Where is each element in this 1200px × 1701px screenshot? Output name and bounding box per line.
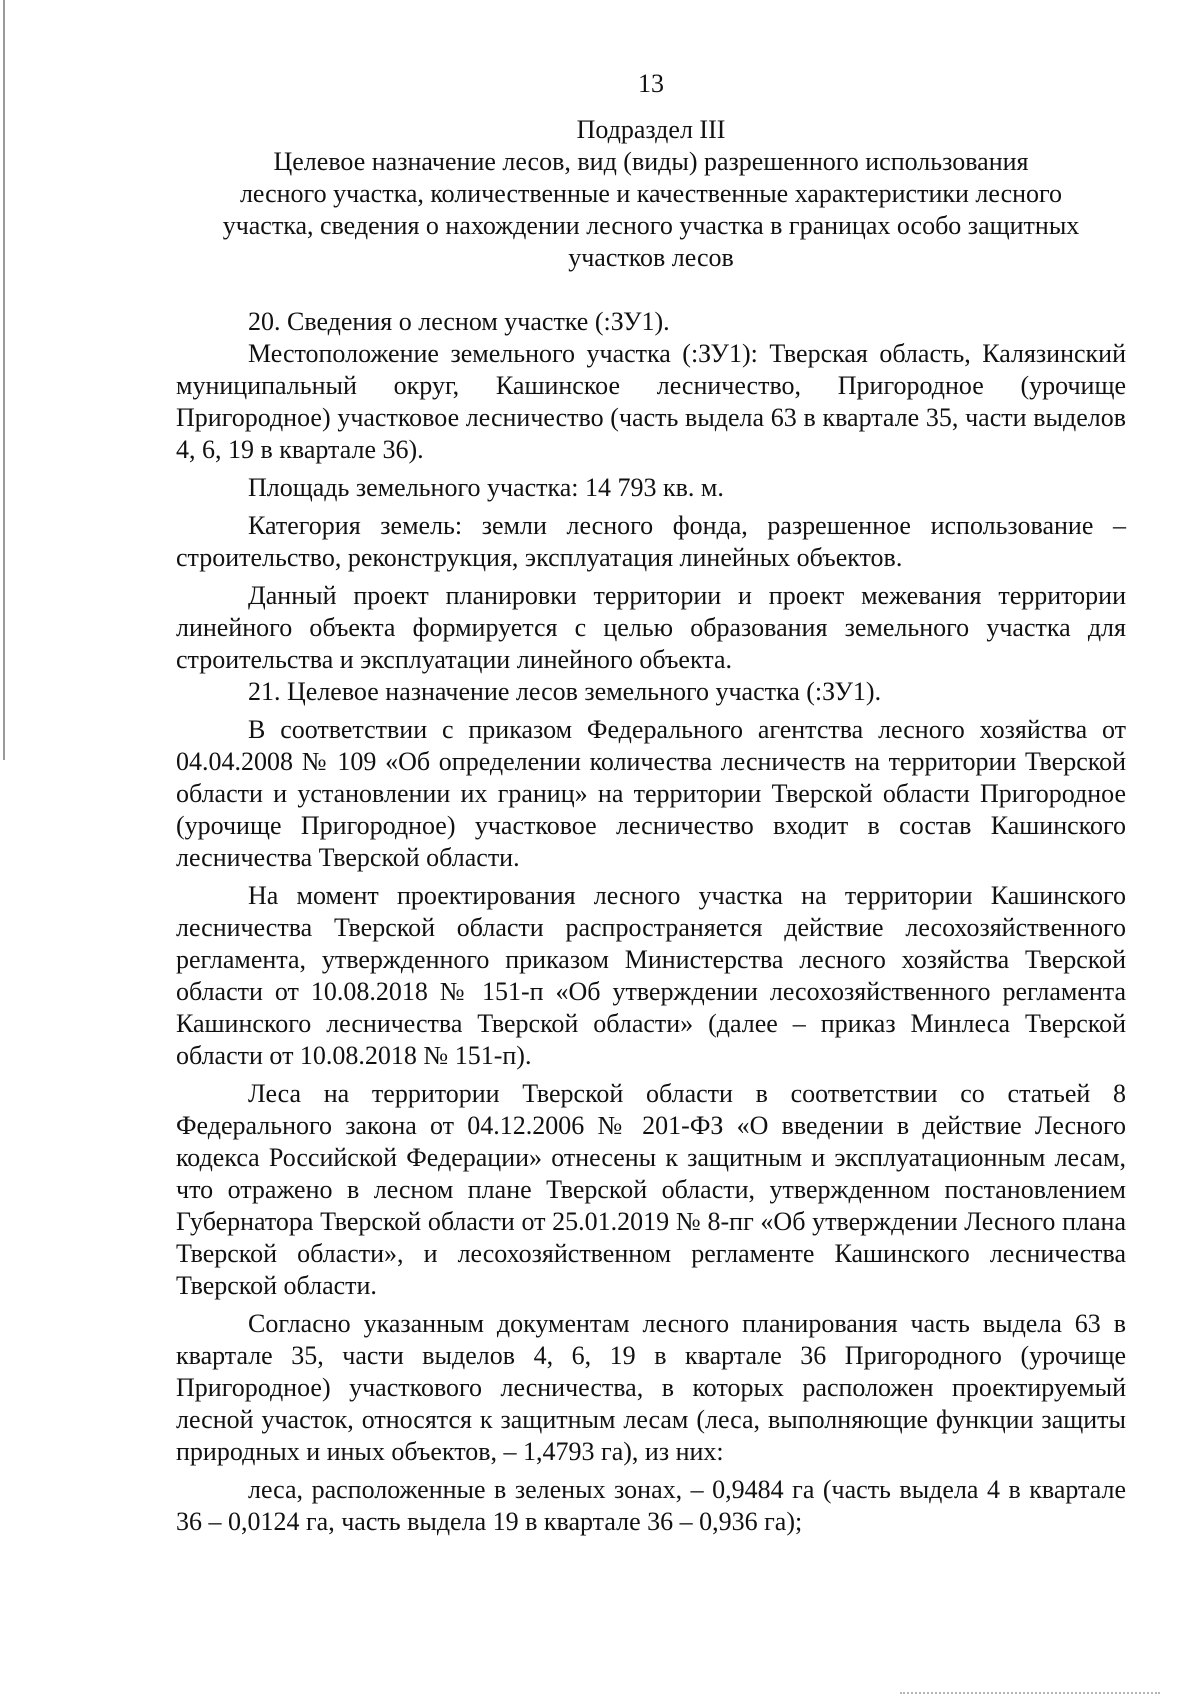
heading-line: участка, сведения о нахождении лесного участка в границах особо защитных (222, 211, 1080, 240)
section-heading (176, 146, 1126, 274)
paragraph-item-20: 20. Сведения о лесном участке (:ЗУ1). (248, 307, 670, 336)
page-number: 13 (638, 69, 664, 98)
paragraph-regulation: На момент проектирования лесного участка на территории Кашинского лесничества Тверской области распространяется действие лесохозяйственного регламента, утвержденного приказом Министерства лесного хозяйства Тверской области от 10.08.2018 № 151-п «Об утверждении лесохозяйственного регламента Кашинского лесничества Тверской области» (далее – приказ Минлеса Тверской области от 10.08.2018 № 151-п). (176, 881, 1126, 1070)
paragraph-forest-classification: Леса на территории Тверской области в соответствии со статьей 8 Федерального закона от 04.12.2006 № 201-ФЗ «О введении в действие Лесного кодекса Российской Федерации» отнесены к защитным и эксплуатационным лесам, что отражено в лесном плане Тверской области, утвержденном постановлением Губернатора Тверской области от 25.01.2019 № 8-пг «Об утверждении Лесного плана Тверской области», и лесохозяйственном регламенте Кашинского лесничества Тверской области. (176, 1079, 1126, 1300)
paragraph-project-purpose: Данный проект планировки территории и проект межевания территории линейного объекта формируется с целью образования земельного участка для строительства и эксплуатации линейного объекта. (176, 581, 1126, 674)
heading-line: участков лесов (568, 243, 734, 272)
paragraph-location: Местоположение земельного участка (:ЗУ1): Тверская область, Калязинский муниципальный округ, Кашинское лесничество, Пригородное (урочище Пригородное) участковое лесничество (часть выдела 63 в квартале 35, части выделов 4, 6, 19 в квартале 36). (176, 339, 1126, 464)
paragraph-protective-forests: Согласно указанным документам лесного планирования часть выдела 63 в квартале 35, части выделов 4, 6, 19 в квартале 36 Пригородного (урочище Пригородное) участкового лесничества, в которых расположен проектируемый лесной участок, относятся к защитным лесам (леса, выполняющие функции защиты природных и иных объектов, – 1,4793 га), из них: (176, 1309, 1126, 1466)
paragraph-green-zones: леса, расположенные в зеленых зонах, – 0,9484 га (часть выдела 4 в квартале 36 – 0,0124 га, часть выдела 19 в квартале 36 – 0,936 га); (176, 1475, 1126, 1536)
document-content (176, 68, 1126, 1538)
scan-dotted-line (900, 1690, 1160, 1694)
spacer (176, 274, 1126, 306)
heading-line: Целевое назначение лесов, вид (виды) разрешенного использования (273, 147, 1029, 176)
paragraph-area: Площадь земельного участка: 14 793 кв. м. (248, 473, 724, 502)
paragraph-land-category: Категория земель: земли лесного фонда, разрешенное использование – строительство, реконструкция, эксплуатация линейных объектов. (176, 511, 1126, 572)
paragraph-item-21: 21. Целевое назначение лесов земельного участка (:ЗУ1). (248, 677, 882, 706)
heading-line: лесного участка, количественные и качественные характеристики лесного (239, 179, 1063, 208)
subsection-title: Подраздел III (576, 115, 726, 144)
paragraph-order-109: В соответствии с приказом Федерального агентства лесного хозяйства от 04.04.2008 № 109 «Об определении количества лесничеств на территории Тверской области и установлении их границ» на территории Тверской области Пригородное (урочище Пригородное) участковое лесничество входит в состав Кашинского лесничества Тверской области. (176, 715, 1126, 872)
scan-edge-line (3, 0, 5, 760)
